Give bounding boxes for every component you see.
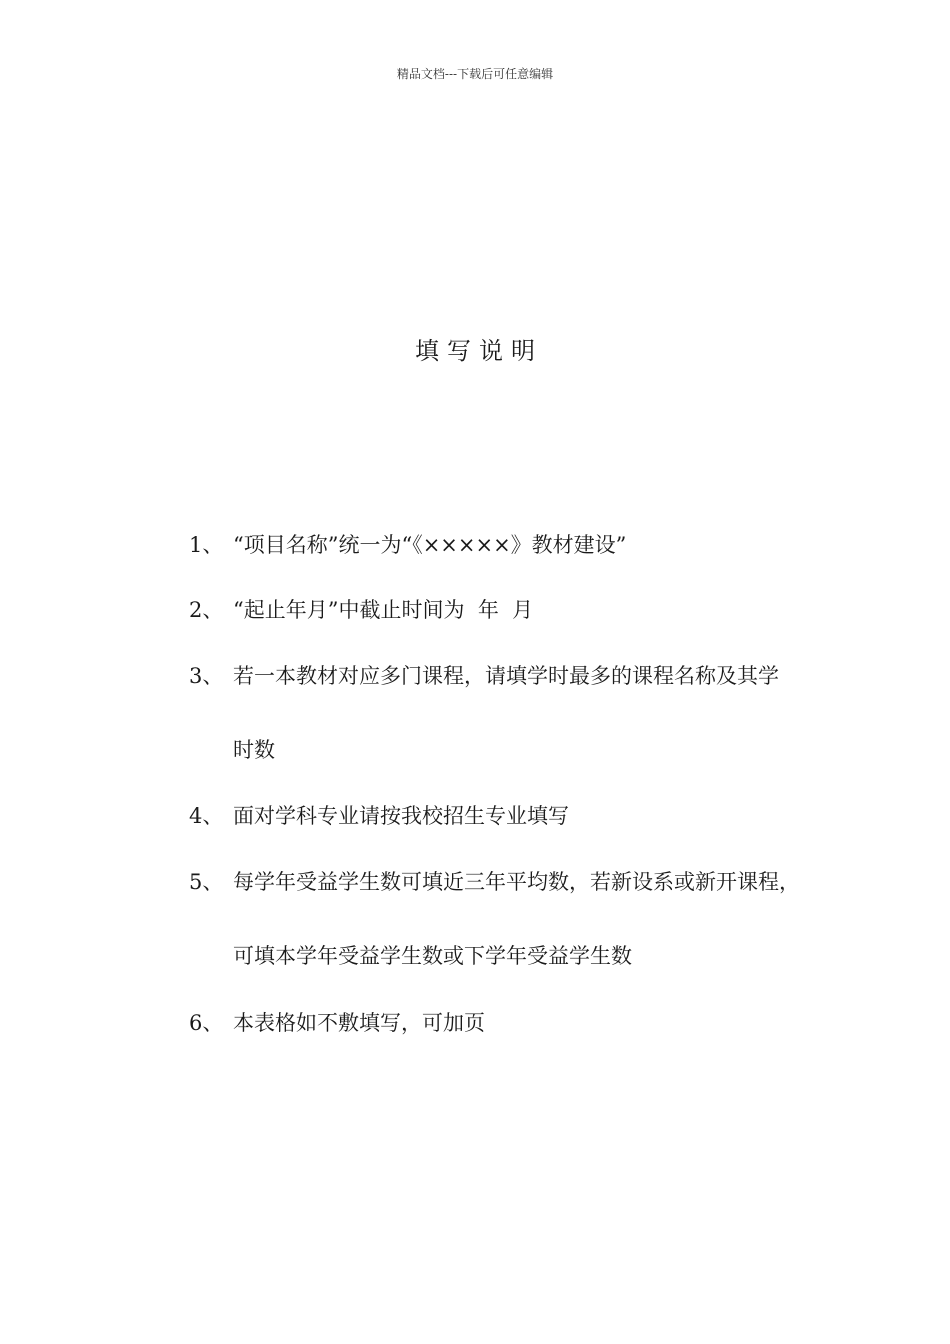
instruction-item-1 — [0, 528, 950, 562]
item-text: 面对学科专业请按我校招生专业填写 — [233, 804, 569, 828]
item-number: 1、 — [189, 533, 224, 557]
item-number: 5、 — [189, 870, 224, 894]
instruction-item-5-continuation — [0, 939, 950, 973]
item-text: 每学年受益学生数可填近三年平均数，若新设系或新开课程， — [233, 870, 800, 894]
instruction-item-2 — [0, 593, 950, 627]
instruction-item-4 — [0, 799, 950, 833]
item-number: 2、 — [189, 598, 224, 622]
page-header: 精品文档---下载后可任意编辑 — [396, 67, 554, 81]
item-number: 4、 — [189, 804, 224, 828]
item-number: 6、 — [189, 1011, 224, 1035]
item-text: “项目名称”统一为“《×××××》教材建设” — [233, 533, 627, 557]
item-number: 3、 — [189, 664, 224, 688]
item-text: “起止年月”中截止时间为 年 月 — [233, 598, 534, 622]
instruction-item-3 — [0, 659, 950, 693]
instruction-item-3-continuation — [0, 733, 950, 767]
instruction-item-6 — [0, 1006, 950, 1040]
document-title: 填写说明 — [415, 337, 543, 365]
item-text-continuation: 时数 — [233, 738, 275, 762]
item-text: 若一本教材对应多门课程，请填学时最多的课程名称及其学 — [233, 664, 779, 688]
item-text-continuation: 可填本学年受益学生数或下学年受益学生数 — [233, 944, 632, 968]
instruction-item-5 — [0, 865, 950, 899]
item-text: 本表格如不敷填写，可加页 — [233, 1011, 485, 1035]
